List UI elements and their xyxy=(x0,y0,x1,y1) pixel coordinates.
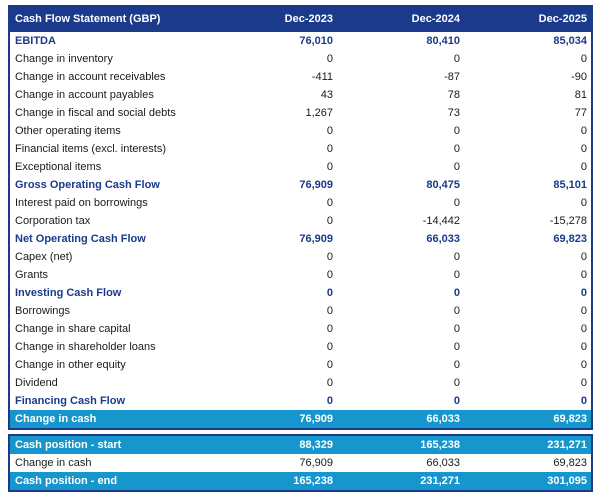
row-value: 0 xyxy=(580,143,587,155)
row-label: Change in account payables xyxy=(15,89,154,101)
table-row xyxy=(10,230,591,248)
table-title: Cash Flow Statement (GBP) xyxy=(15,13,161,25)
row-label: Change in inventory xyxy=(15,53,113,65)
row-value: 0 xyxy=(326,53,333,65)
row-value: 0 xyxy=(580,125,587,137)
row-value: 0 xyxy=(326,359,333,371)
row-value: 81 xyxy=(574,89,587,101)
row-label: Capex (net) xyxy=(15,251,73,263)
row-value: 0 xyxy=(326,197,333,209)
table-row xyxy=(10,104,591,122)
row-label: Gross Operating Cash Flow xyxy=(15,179,160,191)
table-row xyxy=(10,248,591,266)
row-label: Investing Cash Flow xyxy=(15,287,122,299)
row-value: 66,033 xyxy=(426,457,460,469)
row-value: 76,909 xyxy=(299,179,333,191)
row-value: 0 xyxy=(580,305,587,317)
row-label: Change in fiscal and social debts xyxy=(15,107,176,119)
row-label: Borrowings xyxy=(15,305,71,317)
row-value: 0 xyxy=(580,323,587,335)
table-row xyxy=(10,392,591,410)
row-value: 0 xyxy=(326,305,333,317)
row-value: 231,271 xyxy=(420,475,460,487)
row-value: 43 xyxy=(320,89,333,101)
cash-position-summary-table xyxy=(8,434,593,492)
row-value: 0 xyxy=(326,395,333,407)
row-value: 0 xyxy=(580,269,587,281)
row-value: 0 xyxy=(326,377,333,389)
table-row xyxy=(10,122,591,140)
table-row xyxy=(10,320,591,338)
row-value: -15,278 xyxy=(549,215,587,227)
table-row xyxy=(10,454,591,472)
row-value: 0 xyxy=(580,161,587,173)
table-row xyxy=(10,374,591,392)
row-value: 0 xyxy=(326,161,333,173)
row-value: 0 xyxy=(580,341,587,353)
table-row xyxy=(10,50,591,68)
row-value: -14,442 xyxy=(422,215,460,227)
row-value: -90 xyxy=(571,71,587,83)
row-label: Change in share capital xyxy=(15,323,131,335)
row-value: 0 xyxy=(453,125,460,137)
row-value: 0 xyxy=(580,287,587,299)
row-label: Other operating items xyxy=(15,125,121,137)
row-label: Change in account receivables xyxy=(15,71,166,83)
row-label: Financial items (excl. interests) xyxy=(15,143,166,155)
row-value: 0 xyxy=(580,197,587,209)
row-value: 0 xyxy=(326,143,333,155)
table-row xyxy=(10,158,591,176)
column-header-dec-2023: Dec-2023 xyxy=(284,13,333,25)
table-row xyxy=(10,410,591,428)
row-value: 76,909 xyxy=(299,233,333,245)
table-row xyxy=(10,86,591,104)
row-label: Financing Cash Flow xyxy=(15,395,126,407)
row-value: 0 xyxy=(453,143,460,155)
row-value: 0 xyxy=(453,377,460,389)
row-value: 0 xyxy=(453,341,460,353)
row-value: 80,410 xyxy=(426,35,460,47)
table-row xyxy=(10,472,591,490)
row-value: 0 xyxy=(580,359,587,371)
row-value: 0 xyxy=(453,251,460,263)
row-value: -411 xyxy=(311,71,333,83)
table-row xyxy=(10,338,591,356)
row-label: Cash position - start xyxy=(15,439,122,451)
row-value: 0 xyxy=(580,251,587,263)
row-value: 0 xyxy=(453,359,460,371)
table-row xyxy=(10,140,591,158)
row-value: 0 xyxy=(453,161,460,173)
row-value: 77 xyxy=(574,107,587,119)
row-value: 0 xyxy=(453,395,460,407)
row-value: 0 xyxy=(580,377,587,389)
row-value: 80,475 xyxy=(426,179,460,191)
row-value: 88,329 xyxy=(299,439,333,451)
row-value: 231,271 xyxy=(547,439,587,451)
row-label: Change in shareholder loans xyxy=(15,341,156,353)
row-value: -87 xyxy=(444,71,460,83)
row-label: Change in other equity xyxy=(15,359,126,371)
row-value: 1,267 xyxy=(305,107,333,119)
row-label: Change in cash xyxy=(15,457,92,469)
table-row xyxy=(10,194,591,212)
row-value: 0 xyxy=(453,53,460,65)
row-value: 0 xyxy=(580,53,587,65)
table-row xyxy=(10,266,591,284)
row-label: Grants xyxy=(15,269,49,281)
row-value: 66,033 xyxy=(426,233,460,245)
table-body xyxy=(10,32,591,428)
row-value: 301,095 xyxy=(547,475,587,487)
table-row xyxy=(10,284,591,302)
row-value: 0 xyxy=(326,269,333,281)
table-header-row xyxy=(10,7,591,32)
row-value: 0 xyxy=(453,305,460,317)
row-label: Change in cash xyxy=(15,413,97,425)
row-value: 76,909 xyxy=(299,457,333,469)
row-value: 0 xyxy=(326,125,333,137)
row-value: 0 xyxy=(326,215,333,227)
table-row xyxy=(10,176,591,194)
row-value: 73 xyxy=(447,107,460,119)
row-value: 0 xyxy=(326,287,333,299)
row-value: 69,823 xyxy=(553,413,587,425)
table-row xyxy=(10,68,591,86)
row-value: 0 xyxy=(326,341,333,353)
row-value: 76,010 xyxy=(299,35,333,47)
row-value: 165,238 xyxy=(293,475,333,487)
row-value: 69,823 xyxy=(553,457,587,469)
row-label: Cash position - end xyxy=(15,475,118,487)
row-value: 78 xyxy=(447,89,460,101)
row-label: EBITDA xyxy=(15,35,56,47)
row-label: Dividend xyxy=(15,377,58,389)
row-label: Interest paid on borrowings xyxy=(15,197,148,209)
row-value: 0 xyxy=(453,197,460,209)
row-label: Corporation tax xyxy=(15,215,91,227)
column-header-dec-2024: Dec-2024 xyxy=(411,13,460,25)
row-value: 0 xyxy=(453,323,460,335)
summary-table-body xyxy=(10,436,591,490)
row-label: Net Operating Cash Flow xyxy=(15,233,146,245)
row-value: 85,034 xyxy=(553,35,587,47)
row-value: 66,033 xyxy=(426,413,460,425)
table-row xyxy=(10,436,591,454)
row-value: 76,909 xyxy=(299,413,333,425)
row-value: 69,823 xyxy=(553,233,587,245)
row-label: Exceptional items xyxy=(15,161,102,173)
table-row xyxy=(10,212,591,230)
row-value: 0 xyxy=(453,287,460,299)
row-value: 0 xyxy=(453,269,460,281)
row-value: 165,238 xyxy=(420,439,460,451)
row-value: 0 xyxy=(326,323,333,335)
row-value: 85,101 xyxy=(553,179,587,191)
row-value: 0 xyxy=(580,395,587,407)
column-header-dec-2025: Dec-2025 xyxy=(538,13,587,25)
table-row xyxy=(10,302,591,320)
row-value: 0 xyxy=(326,251,333,263)
cash-flow-table xyxy=(8,5,593,430)
table-row xyxy=(10,32,591,50)
table-row xyxy=(10,356,591,374)
